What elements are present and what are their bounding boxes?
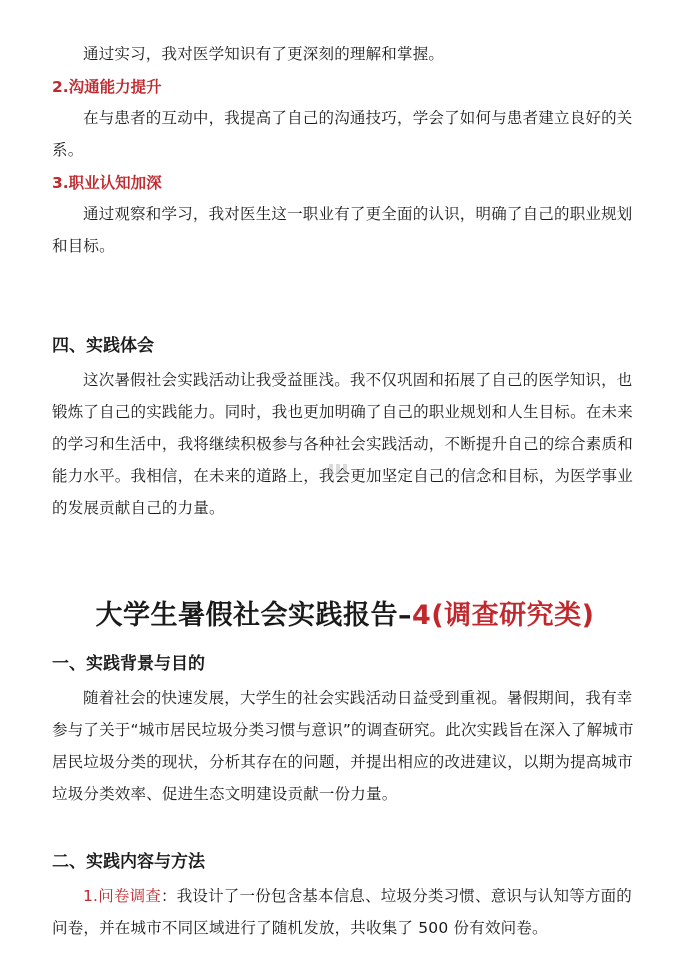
report-title: [0, 596, 690, 636]
subheading-communication: 2.沟通能力提升: [52, 78, 162, 96]
section-4-heading: 四、实践体会: [52, 336, 154, 356]
section-1-heading: 一、实践背景与目的: [52, 654, 205, 674]
method-1-label: 1.问卷调查: [83, 887, 161, 905]
paragraph-knowledge: 通过实习，我对医学知识有了更深刻的理解和掌握。: [83, 45, 445, 63]
method-1-paragraph: [52, 880, 642, 944]
paragraph-communication: 在与患者的互动中，我提高了自己的沟通技巧，学会了如何与患者建立良好的关系。: [52, 109, 633, 159]
section-4-paragraph: 这次暑假社会实践活动让我受益匪浅。我不仅巩固和拓展了自己的医学知识，也锻炼了自己的实践能力。同时，我也更加明确了自己的职业规划和人生目标。在未来的学习和生活中，我将继续积极参与各种社会实践活动，不断提升自己的综合素质和能力水平。我相信，在未来的道路上，我会更加坚定自己的信念和目标，为医学事业的发展贡献自己的力量。: [52, 371, 633, 517]
watermark-icon: [328, 462, 348, 476]
paragraph-career: 通过观察和学习，我对医生这一职业有了更全面的认识，明确了自己的职业规划和目标。: [52, 205, 633, 255]
method-1-text: ：我设计了一份包含基本信息、垃圾分类习惯、意识与认知等方面的问卷，并在城市不同区域进行了随机发放，共收集了 500 份有效问卷。: [52, 887, 633, 937]
report-title-tag: 4(调查研究类): [412, 600, 595, 631]
section-2-heading: 二、实践内容与方法: [52, 852, 205, 872]
report-title-main: 大学生暑假社会实践报告–: [95, 600, 413, 631]
section-1-paragraph: 随着社会的快速发展，大学生的社会实践活动日益受到重视。暑假期间，我有幸参与了关于“城市居民垃圾分类习惯与意识”的调查研究。此次实践旨在深入了解城市居民垃圾分类的现状，分析其存在的问题，并提出相应的改进建议，以期为提高城市垃圾分类效率、促进生态文明建设贡献一份力量。: [52, 689, 634, 803]
subheading-career: 3.职业认知加深: [52, 174, 162, 192]
